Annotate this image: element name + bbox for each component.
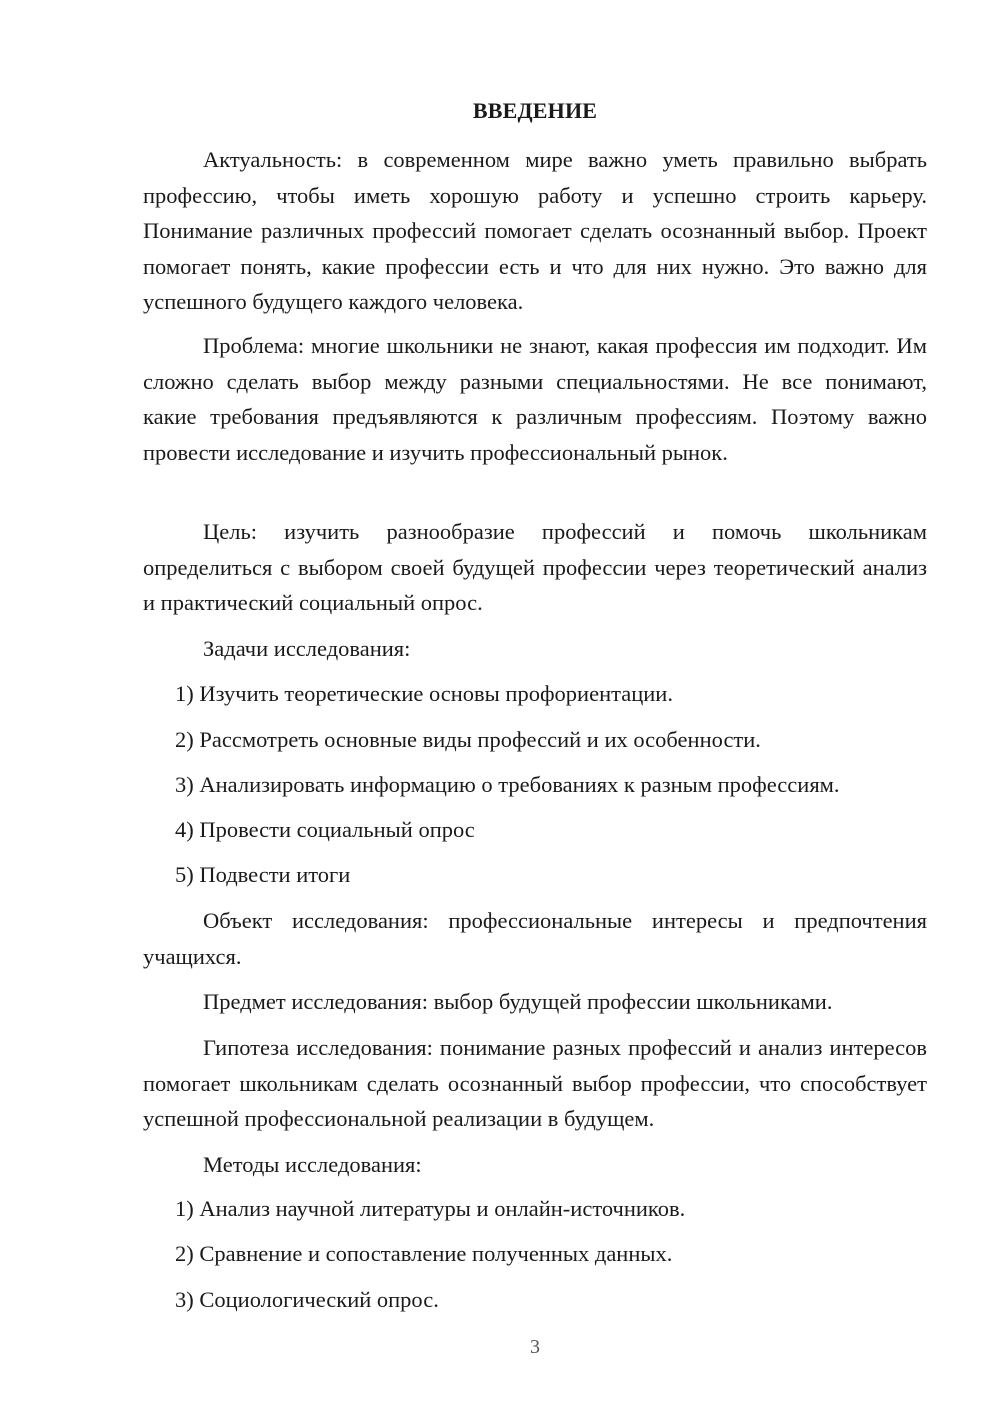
hypothesis-paragraph: Гипотеза исследования: понимание разных профессий и анализ интересов помогает школьникам сделать осознанный выбор профессии, что способствует успешной профессиональной реализации в будущем. bbox=[143, 1035, 927, 1131]
methods-heading: Методы исследования: bbox=[203, 1152, 422, 1177]
problem-paragraph: Проблема: многие школьники не знают, какая профессия им подходит. Им сложно сделать выбор между разными специальностями. Не все понимают, какие требования предъявляются к различным профессиям. Поэтому важно провести исследование и изучить профессиональный рынок. bbox=[143, 333, 927, 465]
subject-paragraph: Предмет исследования: выбор будущей профессии школьниками. bbox=[203, 989, 833, 1014]
task-item: 3) Анализировать информацию о требованиях к разным профессиям. bbox=[175, 772, 840, 797]
method-item: 3) Социологический опрос. bbox=[175, 1287, 439, 1312]
object-paragraph: Объект исследования: профессиональные интересы и предпочтения учащихся. bbox=[143, 908, 927, 969]
actuality-paragraph: Актуальность: в современном мире важно уметь правильно выбрать профессию, чтобы иметь хорошую работу и успешно строить карьеру. Понимание различных профессий помогает сделать осознанный выбор. Проект помогает понять, какие профессии есть и что для них нужно. Это важно для успешного будущего каждого человека. bbox=[143, 147, 927, 314]
page-number: 3 bbox=[530, 1336, 540, 1358]
task-item: 1) Изучить теоретические основы профориентации. bbox=[175, 681, 673, 706]
task-item: 2) Рассмотреть основные виды профессий и их особенности. bbox=[175, 727, 761, 752]
method-item: 1) Анализ научной литературы и онлайн-источников. bbox=[175, 1196, 686, 1221]
tasks-heading: Задачи исследования: bbox=[203, 636, 411, 661]
task-item: 4) Провести социальный опрос bbox=[175, 817, 475, 842]
method-item: 2) Сравнение и сопоставление полученных данных. bbox=[175, 1241, 673, 1266]
task-item: 5) Подвести итоги bbox=[175, 862, 351, 887]
goal-paragraph: Цель: изучить разнообразие профессий и помочь школьникам определиться с выбором своей будущей профессии через теоретический анализ и практический социальный опрос. bbox=[143, 519, 927, 615]
page-title: ВВЕДЕНИЕ bbox=[472, 98, 598, 123]
